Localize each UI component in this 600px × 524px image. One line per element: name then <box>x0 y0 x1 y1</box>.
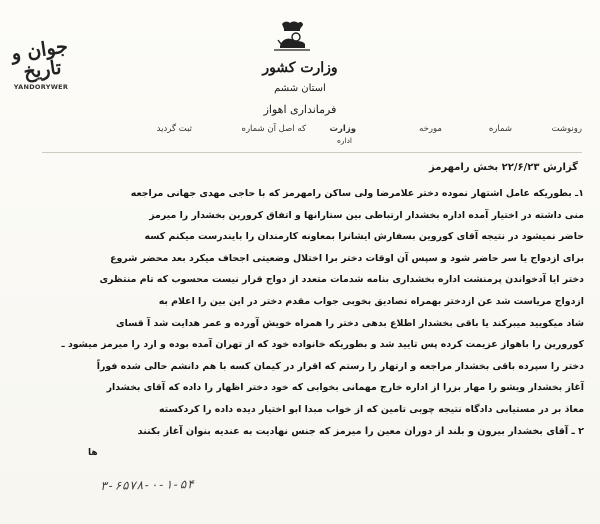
dept-label: اداره <box>336 136 352 145</box>
attach-label: که اصل آن شماره <box>241 124 306 134</box>
body-line: حاضر نمیشود در نتیجه آقای کوروین بسفارش ایشانرا بمعاونه کارمندان را بایندرست میکنم کسه <box>144 231 584 243</box>
header-divider <box>42 152 582 153</box>
body-line: ۱ـ بطوریکه عامل اشتهار نموده دختر علامرضا ولی ساکن رامهرمز که با حاجی مهدی جهانی مراجعه <box>130 188 584 199</box>
body-line: آغاز بخشدار ویشو را مهار بزرا از اداره خارج مهمانی بخوابی که خود دختر اظهار را داده که آقای بخشدار <box>106 382 584 394</box>
date-label: مورخه <box>419 124 442 134</box>
watermark-title: جوان و تاریخ <box>10 35 70 84</box>
province-title: استان ششم <box>274 83 326 94</box>
body-line: ۲ ـ آقای بخشدار بیرون و بلند از دوران معین را میرمز که جنس نهادیت به عندیه بنوان آغاز بکنند <box>137 425 584 437</box>
site-watermark <box>10 35 72 91</box>
ministry-title: وزارت کشور <box>262 60 338 76</box>
body-line: ازدواج مریاست شد عن ازدختر بهمراه تصادیق بخوبی جواب مقدم دختر در این بین را اعلام به <box>158 295 584 307</box>
body-line: دختر را سپرده باقی بخشدار مراجعه و ارتهار را رستم که اقرار در کیمان کسه با هم دانشم حالی شده فوراً <box>96 360 584 372</box>
report-reference: گزارش ۲۲/۶/۲۳ بخش رامهرمز <box>428 162 578 173</box>
paragraph-one <box>18 183 584 421</box>
body-line: شاد میکویید میبرکند یا باقی بخشدار اطلاع بدهی دختر را همراه خویش آورده و عمر هدایت شد آ قسای <box>116 317 584 329</box>
body-line: دختر ایا آدخواندن پرمنشت اداره بخشداری بنامه شدمات متعدد از دواج قرار نیست محسوب که تام منتظری <box>99 274 584 286</box>
lion-and-sun-emblem-icon <box>272 20 312 54</box>
ministry-label: وزارت <box>329 124 356 134</box>
margin-note: ها <box>88 448 98 458</box>
number-label: شماره <box>488 124 512 134</box>
paragraph-two <box>18 421 584 443</box>
body-line: برای ازدواج یا سر حاضر شود و سپس آن اوقات دختر برا اختلال وضعیتی اجحاف میکرد بعد محضر شروع <box>110 252 584 264</box>
copy-label: رونوشت <box>551 124 582 134</box>
letterhead-fields <box>42 124 582 154</box>
letter-body <box>18 162 584 442</box>
record-label: ثبت گردید <box>156 124 192 134</box>
body-line: کورورین را باهواز عزیمت کرده پس تایید شد و بطوریکه خانواده خود که از تهران آمده بوده و ارد را میرمز میشود ـ <box>61 339 584 351</box>
body-line: معاذ بر در مستیابی دادگاه نتیجه چوبی تامین که از خواب مبدا ابو اختیار دیده داده را کردکسته <box>159 403 584 415</box>
handwritten-file-number: ۳-۶۵۷۸-۰-۱-۵۴ <box>99 477 195 493</box>
governorate-title: فرمانداری اهواز <box>263 103 337 116</box>
watermark-subtitle: YANDORYWER <box>13 83 69 91</box>
body-line: منی داشته در اختیار آمده اداره بخشدار ارتباطی بین ستارانها و اتفاق کرورین بخشدار را میرمز <box>149 209 584 221</box>
